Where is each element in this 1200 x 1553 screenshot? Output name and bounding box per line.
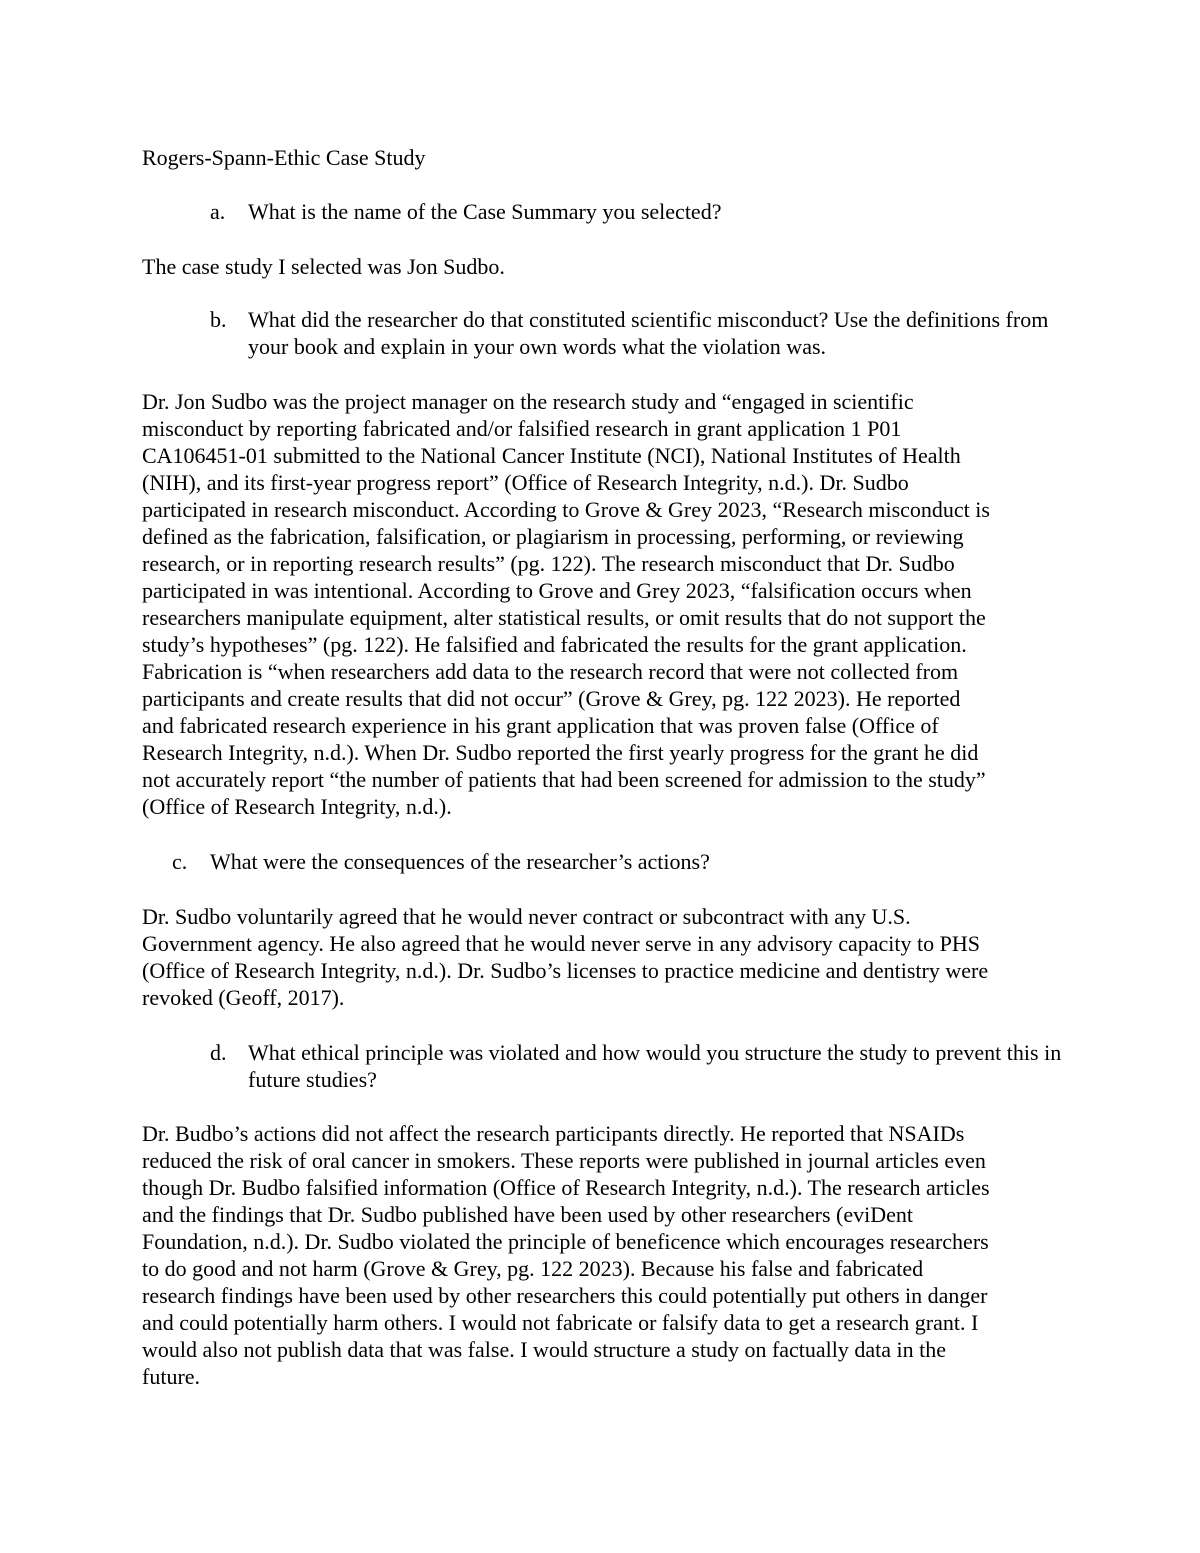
question-text: What did the researcher do that constituted scientific misconduct? Use the definitions from your book and explain in your own words what the violation was. xyxy=(248,307,1049,359)
answer-c: Dr. Sudbo voluntarily agreed that he would never contract or subcontract with any U.S. Government agency. He also agreed that he would never serve in any advisory capacity to PHS (Office of Research Integrity, n.d.). Dr. Sudbo’s licenses to practice medicine and dentistry were revoked (Geoff, 2017). xyxy=(142,904,989,1010)
answer-a: The case study I selected was Jon Sudbo. xyxy=(142,254,505,279)
answer-d: Dr. Budbo’s actions did not affect the research participants directly. He reported that NSAIDs reduced the risk of oral cancer in smokers. These reports were published in journal articles even though Dr. Budbo falsified information (Office of Research Integrity, n.d.). The research articles and the findings that Dr. Sudbo published have been used by other researchers (eviDent Foundation, n.d.). Dr. Sudbo violated the principle of beneficence which encourages researchers to do good and not harm (Grove & Grey, pg. 122 2023). Because his false and fabricated research findings have been used by other researchers this could potentially put others in danger and could potentially harm others. I would not fabricate or falsify data to get a research grant. I would also not publish data that was false. I would structure a study on factually data in the future. xyxy=(142,1121,990,1389)
document-title: Rogers-Spann-Ethic Case Study xyxy=(142,145,426,170)
question-text: What ethical principle was violated and how would you structure the study to prevent this in future studies? xyxy=(248,1040,1062,1092)
question-marker: a. xyxy=(210,199,226,224)
question-marker: c. xyxy=(172,849,188,874)
answer-b: Dr. Jon Sudbo was the project manager on the research study and “engaged in scientific misconduct by reporting fabricated and/or falsified research in grant application 1 P01 CA106451-01 submitted to the National Cancer Institute (NCI), National Institutes of Health (NIH), and its first-year progress report” (Office of Research Integrity, n.d.). Dr. Sudbo participated in research misconduct. According to Grove & Grey 2023, “Research misconduct is defined as the fabrication, falsification, or plagiarism in processing, performing, or reviewing research, or in reporting research results” (pg. 122). The research misconduct that Dr. Sudbo participated in was intentional. According to Grove and Grey 2023, “falsification occurs when researchers manipulate equipment, alter statistical results, or omit results that do not support the study’s hypotheses” (pg. 122). He falsified and fabricated the results for the grant application. Fabrication is “when researchers add data to the research record that were not collected from participants and create results that did not occur” (Grove & Grey, pg. 122 2023). He reported and fabricated research experience in his grant application that was proven false (Office of Research Integrity, n.d.). When Dr. Sudbo reported the first yearly progress for the grant he did not accurately report “the number of patients that had been screened for admission to the study” (Office of Research Integrity, n.d.). xyxy=(142,389,990,819)
question-marker: b. xyxy=(210,307,227,332)
question-text: What is the name of the Case Summary you selected? xyxy=(248,199,722,224)
question-c xyxy=(172,848,1052,875)
question-text: What were the consequences of the researcher’s actions? xyxy=(210,849,710,874)
question-b xyxy=(210,306,1070,360)
question-marker: d. xyxy=(210,1040,227,1065)
question-a xyxy=(210,198,1090,225)
question-d xyxy=(210,1039,1070,1093)
